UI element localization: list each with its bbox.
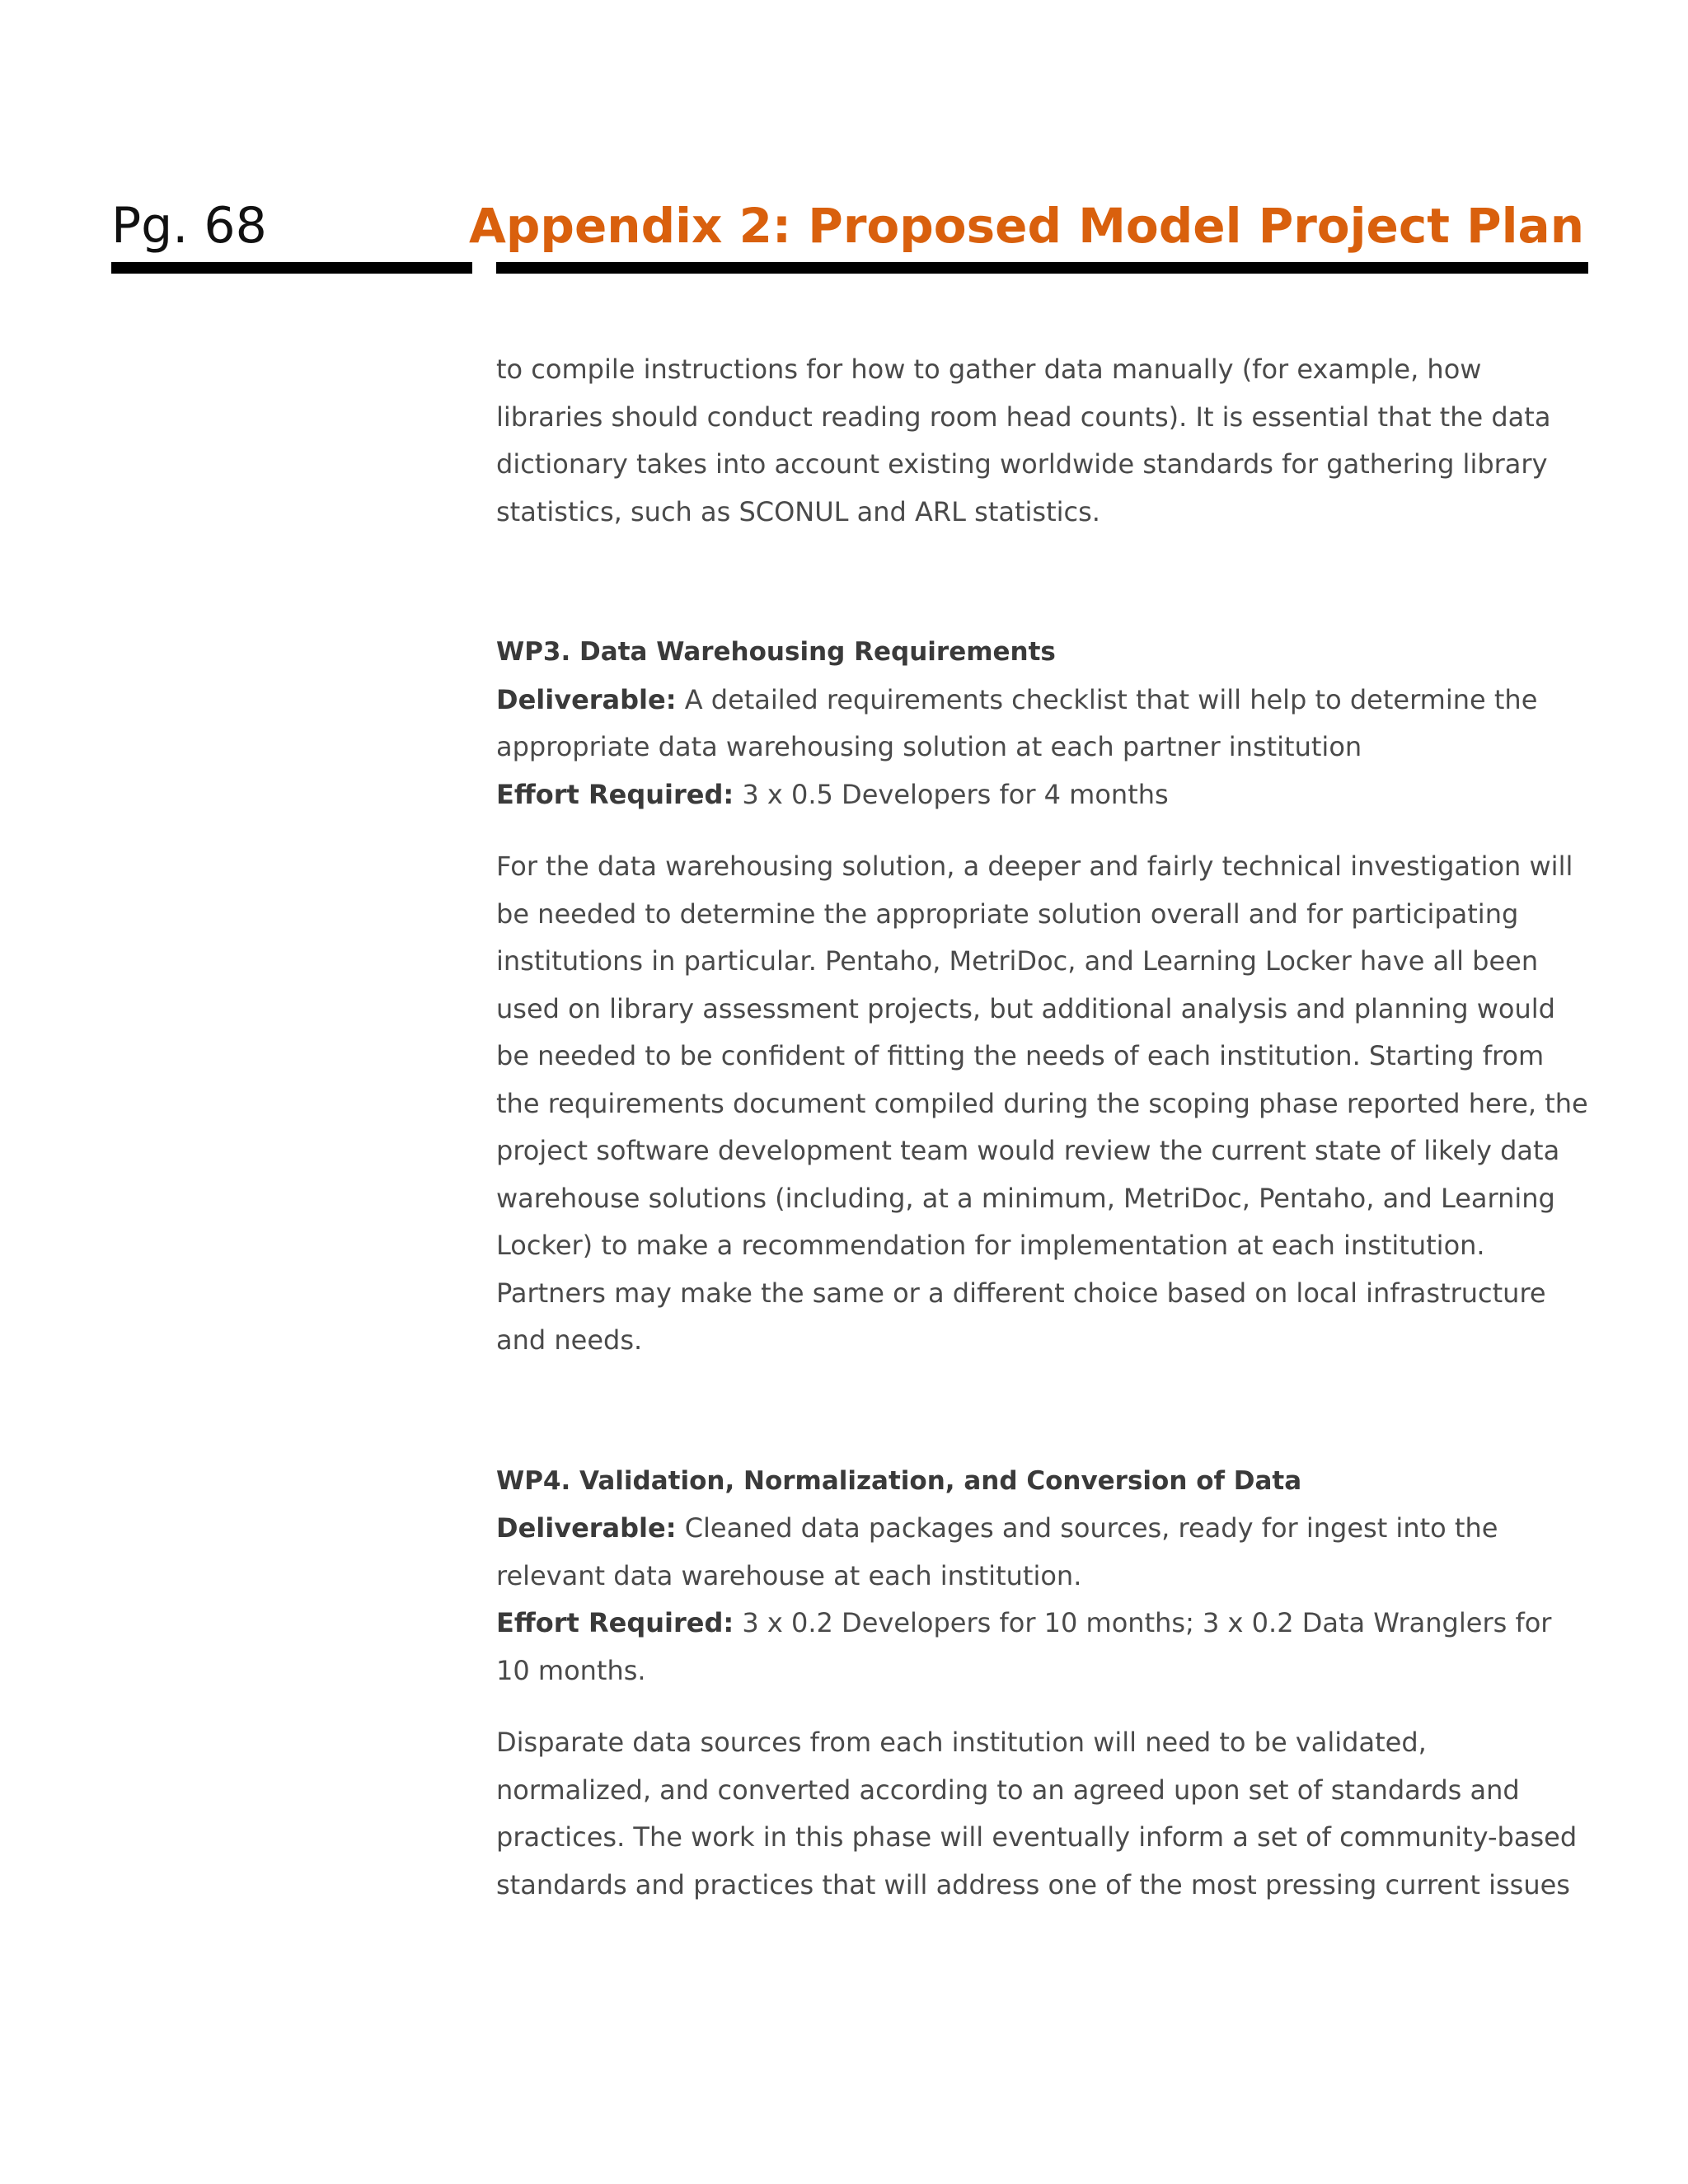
wp3-deliverable xyxy=(496,677,1588,771)
appendix-title: Appendix 2: Proposed Model Project Plan xyxy=(469,198,1584,254)
wp4-deliverable-label: Deliverable: xyxy=(496,1512,677,1544)
header-rule-left xyxy=(111,262,472,274)
header-rule-right xyxy=(496,262,1588,274)
wp4-effort-label: Effort Required: xyxy=(496,1607,734,1638)
wp3-deliverable-text: A detailed requirements checklist that will help to determine the appropriate data warehousing solution at each partner institution xyxy=(496,683,1538,762)
wp3-section xyxy=(496,629,1588,1365)
section-spacer xyxy=(496,1365,1588,1458)
main-content xyxy=(496,346,1588,1909)
page-number: Pg. 68 xyxy=(111,197,267,255)
wp4-paragraph: Disparate data sources from each institution will need to be validated, normalized, and converted according to an agreed upon set of standards and practices. The work in this phase will eventually inform a set of community-based standards and practices that will address one of the most pressing current issues xyxy=(496,1727,1578,1900)
wp3-effort xyxy=(496,771,1588,819)
paragraph-spacer xyxy=(496,1694,1588,1719)
wp3-heading: WP3. Data Warehousing Requirements xyxy=(496,637,1056,667)
wp4-effort-text: 3 x 0.2 Developers for 10 months; 3 x 0.2 Data Wranglers for 10 months. xyxy=(496,1607,1552,1686)
paragraph-spacer xyxy=(496,818,1588,843)
intro-paragraph: to compile instructions for how to gather data manually (for example, how libraries should conduct reading room head counts). It is essential that the data dictionary takes into account existing worldwide standards for gathering library statistics, such as SCONUL and ARL statistics. xyxy=(496,354,1551,527)
wp4-section xyxy=(496,1458,1588,1910)
section-spacer xyxy=(496,536,1588,629)
wp4-deliverable-text: Cleaned data packages and sources, ready for ingest into the relevant data warehouse at each institution. xyxy=(496,1512,1498,1591)
wp3-paragraph: For the data warehousing solution, a deeper and fairly technical investigation will be needed to determine the appropriate solution overall and for participating institutions in particular. Pentaho, MetriDoc, and Learning Locker have all been used on library assessment projects, but additional analysis and planning would be needed to be confident of fitting the needs of each institution. Starting from the requirements document compiled during the scoping phase reported here, the project software development team would review the current state of likely data warehouse solutions (including, at a minimum, MetriDoc, Pentaho, and Learning Locker) to make a recommendation for implementation at each institution. Partners may make the same or a different choice based on local infrastructure and needs. xyxy=(496,851,1588,1356)
wp3-effort-text: 3 x 0.5 Developers for 4 months xyxy=(734,778,1169,810)
wp3-effort-label: Effort Required: xyxy=(496,778,734,810)
wp4-deliverable xyxy=(496,1505,1588,1600)
wp4-heading: WP4. Validation, Normalization, and Conversion of Data xyxy=(496,1465,1302,1496)
wp4-effort xyxy=(496,1600,1588,1694)
wp3-deliverable-label: Deliverable: xyxy=(496,683,677,715)
